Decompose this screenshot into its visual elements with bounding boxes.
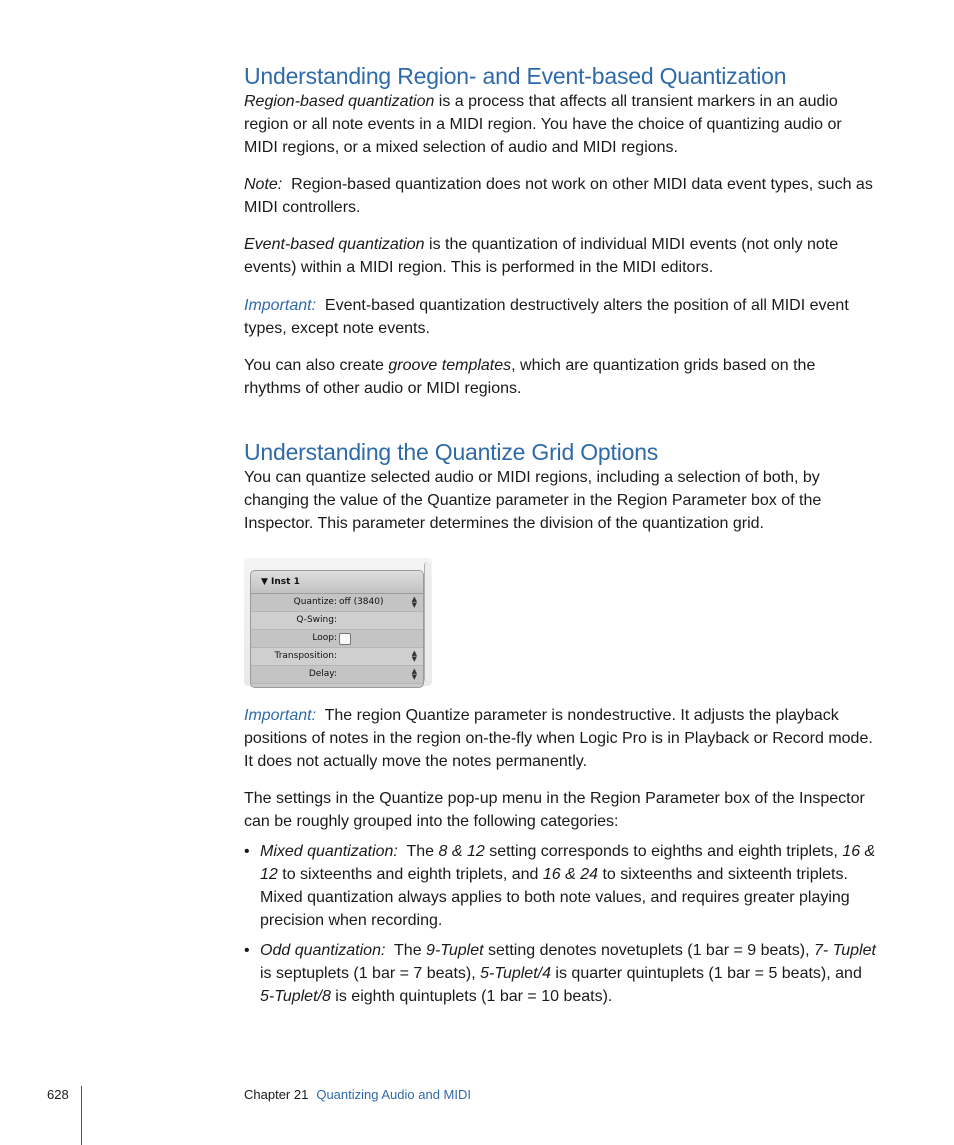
inspector-header[interactable]: ▼ Inst 1 bbox=[251, 571, 423, 594]
text: setting corresponds to eighths and eighth triplets, bbox=[484, 843, 843, 860]
text: Region-based quantization does not work on other MIDI data event types, such as MIDI controllers. bbox=[244, 176, 878, 216]
term: 16 & 24 bbox=[542, 866, 599, 883]
important-label: Important: bbox=[244, 707, 317, 724]
text: , which are quantization grids based on the rhythms of other audio or MIDI regions. bbox=[244, 357, 816, 397]
term: 8 & 12 bbox=[438, 843, 485, 860]
section-heading: Understanding the Quantize Grid Options bbox=[244, 439, 659, 465]
bullet-label: Odd quantization: bbox=[260, 942, 386, 959]
term: 5-Tuplet/8 bbox=[260, 988, 331, 1005]
term: groove templates bbox=[388, 357, 512, 374]
term: Region-based quantization bbox=[244, 93, 435, 110]
paragraph: The settings in the Quantize pop-up menu in the Region Parameter box of the Inspector can be roughly grouped into the following categories: bbox=[244, 790, 865, 830]
important-note bbox=[244, 294, 876, 340]
term: 7- Tuplet bbox=[814, 942, 876, 959]
paragraph bbox=[244, 233, 876, 279]
section-region-event-quantization bbox=[244, 62, 876, 400]
text: to sixteenths and eighth triplets, and bbox=[277, 866, 543, 883]
term: Event-based quantization bbox=[244, 236, 425, 253]
bullet-odd-quantization bbox=[244, 939, 876, 1008]
important-label: Important: bbox=[244, 297, 317, 314]
page-number: 628 bbox=[47, 1087, 69, 1102]
footer-divider bbox=[81, 1086, 82, 1145]
section-heading: Understanding Region- and Event-based Quantization bbox=[244, 63, 787, 89]
term: 16 & 12 bbox=[260, 843, 876, 883]
row-label: Q-Swing: bbox=[296, 615, 337, 625]
stepper-icon[interactable]: ▲ ▼ bbox=[411, 649, 417, 663]
bullet-icon: • bbox=[244, 843, 250, 860]
loop-checkbox[interactable] bbox=[339, 633, 351, 645]
text: You can also create bbox=[244, 357, 389, 374]
row-label: Transposition: bbox=[274, 651, 337, 661]
bullet-label: Mixed quantization: bbox=[260, 843, 398, 860]
chapter-label: Chapter 21 bbox=[244, 1087, 309, 1102]
row-label: Quantize: bbox=[293, 597, 337, 607]
text: is a process that affects all transient markers in an audio region or all note events in a MIDI region. You have the choice of quantizing audio or MIDI regions, or a mixed selection of audio and MIDI regions. bbox=[244, 93, 842, 156]
chapter-footer bbox=[244, 1087, 471, 1102]
text: is eighth quintuplets (1 bar = 10 beats). bbox=[330, 988, 613, 1005]
text: to sixteenths and sixteenth triplets. Mixed quantization always applies to both note values, and requires greater playing precision when recording. bbox=[260, 866, 850, 929]
paragraph bbox=[244, 90, 876, 159]
quantize-value[interactable]: off (3840) bbox=[339, 597, 384, 607]
important-note bbox=[244, 704, 876, 773]
section-quantize-grid-options bbox=[244, 438, 876, 535]
inspector-scrollbar[interactable] bbox=[424, 562, 431, 682]
inspector-region-parameter-box bbox=[244, 558, 432, 686]
stepper-icon[interactable]: ▲ ▼ bbox=[411, 667, 417, 681]
inspector-panel bbox=[250, 570, 424, 688]
paragraph: You can quantize selected audio or MIDI regions, including a selection of both, by changing the value of the Quantize parameter in the Region Parameter box of the Inspector. This parameter determines the division of the quantization grid. bbox=[244, 469, 822, 532]
text: Event-based quantization destructively alters the position of all MIDI event types, except note events. bbox=[244, 297, 854, 337]
row-label: Loop: bbox=[312, 633, 337, 643]
text: is septuplets (1 bar = 7 beats), bbox=[260, 965, 481, 982]
q-swing-row[interactable] bbox=[251, 612, 423, 630]
term: 5-Tuplet/4 bbox=[480, 965, 551, 982]
term: 9-Tuplet bbox=[426, 942, 484, 959]
paragraph bbox=[244, 354, 876, 400]
bullet-icon: • bbox=[244, 942, 250, 959]
quantize-row[interactable] bbox=[251, 594, 423, 612]
bullet-mixed-quantization bbox=[244, 840, 876, 932]
note-label: Note: bbox=[244, 176, 283, 193]
text: The bbox=[385, 942, 427, 959]
text: is quarter quintuplets (1 bar = 5 beats), and bbox=[550, 965, 862, 982]
delay-row[interactable] bbox=[251, 666, 423, 684]
text: is the quantization of individual MIDI events (not only note events) within a MIDI region. This is performed in the MIDI editors. bbox=[244, 236, 839, 276]
row-label: Delay: bbox=[308, 669, 337, 679]
stepper-icon[interactable]: ▲ ▼ bbox=[411, 595, 417, 609]
text: setting denotes novetuplets (1 bar = 9 beats), bbox=[483, 942, 814, 959]
transposition-row[interactable] bbox=[251, 648, 423, 666]
note bbox=[244, 173, 876, 219]
text: The region Quantize parameter is nondestructive. It adjusts the playback positions of notes in the region on-the-fly when Logic Pro is in Playback or Record mode. It does not actually move the notes permanently. bbox=[244, 707, 878, 770]
chapter-title: Quantizing Audio and MIDI bbox=[316, 1087, 471, 1102]
section-quantize-grid-options-cont bbox=[244, 704, 876, 1008]
loop-row[interactable] bbox=[251, 630, 423, 648]
text: The bbox=[397, 843, 439, 860]
